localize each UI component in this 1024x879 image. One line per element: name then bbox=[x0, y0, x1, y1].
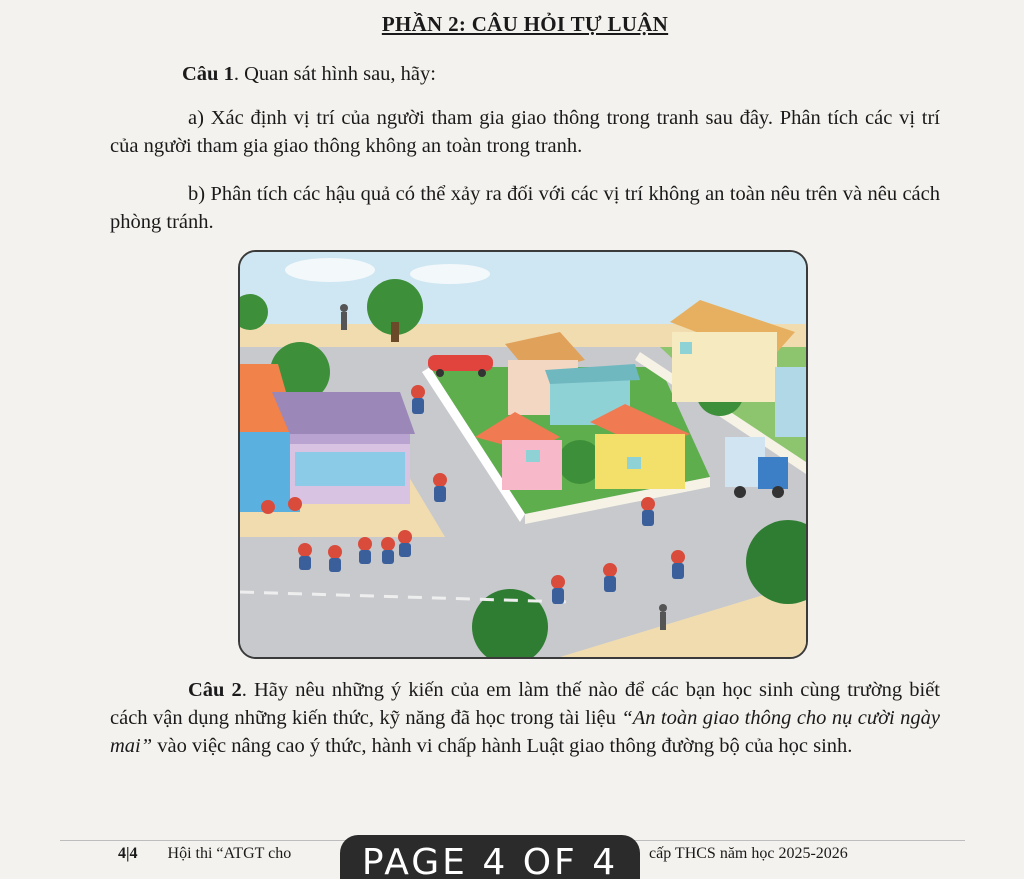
question-2-text-before: . Hãy nêu những ý kiến của em làm thế nào để các bạn học sinh cùng trường biết cách vận dụng những kiến thức, kỹ năng đã học trong tài liệu bbox=[110, 679, 940, 729]
footer-right-text: cấp THCS năm học 2025-2026 bbox=[649, 845, 848, 862]
question-2 bbox=[110, 676, 940, 760]
question-1-label: Câu 1 bbox=[182, 63, 234, 85]
footer-page-number: 4|4 bbox=[118, 845, 138, 862]
question-2-text-after: vào việc nâng cao ý thức, hành vi chấp hành Luật giao thông đường bộ của học sinh. bbox=[152, 735, 853, 757]
section-heading: PHẦN 2: CÂU HỎI TỰ LUẬN bbox=[381, 12, 669, 36]
traffic-illustration bbox=[238, 250, 808, 659]
footer-left bbox=[118, 845, 291, 863]
question-2-label: Câu 2 bbox=[188, 679, 242, 701]
question-2-book-title: “An toàn giao thông cho nụ cười ngày mai” bbox=[110, 707, 940, 757]
page-indicator-badge: PAGE 4 OF 4 bbox=[340, 835, 640, 879]
question-1-intro bbox=[110, 60, 940, 88]
question-1-part-b: b) Phân tích các hậu quả có thể xảy ra đối với các vị trí không an toàn nêu trên và nêu cách phòng tránh. bbox=[110, 183, 940, 233]
question-1-intro-text: . Quan sát hình sau, hãy: bbox=[233, 63, 436, 85]
footer-left-text: Hội thi “ATGT cho bbox=[167, 845, 292, 862]
question-1-part-a: a) Xác định vị trí của người tham gia giao thông trong tranh sau đây. Phân tích các vị trí của người tham gia giao thông không an toàn trong tranh. bbox=[110, 107, 940, 157]
